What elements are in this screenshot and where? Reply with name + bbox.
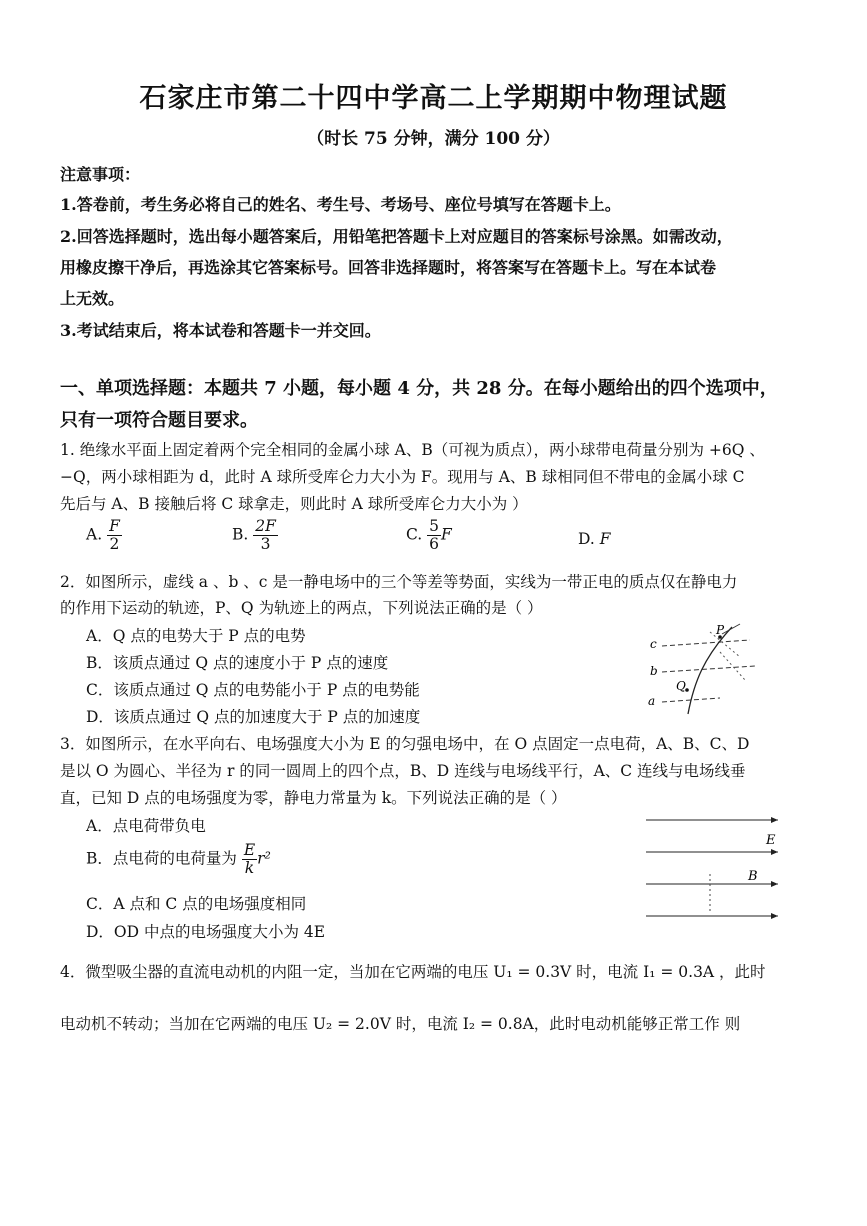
q2-option-b: B．该质点通过 Q 点的速度小于 P 点的速度: [86, 654, 389, 672]
notice-item: 1.答卷前，考生务必将自己的姓名、考生号、考场号、座位号填写在答题卡上。: [60, 195, 621, 214]
label-b: b: [650, 664, 658, 678]
question-3-line: 是以 O 为圆心、半径为 r 的同一圆周上的四个点，B、D 连线与电场线平行，A、C 连线与电场线垂: [60, 762, 746, 780]
q3-figure: [640, 808, 790, 926]
q3-option-c: C．A 点和 C 点的电场强度相同: [86, 895, 307, 913]
question-2-line: 的作用下运动的轨迹，P、Q 为轨迹上的两点，下列说法正确的是（ ）: [60, 599, 543, 617]
section-heading-cont: 只有一项符合题目要求。: [60, 410, 258, 431]
q2-option-a: A．Q 点的电势大于 P 点的电势: [86, 627, 306, 645]
notice-item: 上无效。: [60, 289, 125, 308]
q1-option-c: C. $\frac{5}{6}$ F: [406, 517, 452, 554]
label-e: E: [766, 833, 776, 848]
q1-option-b: B. $\frac{2F}{3}$: [232, 517, 276, 554]
q1-option-d: D. F: [578, 530, 611, 548]
question-1-line: 先后与 A、B 接触后将 C 球拿走，则此时 A 球所受库仑力大小为 ）: [60, 495, 528, 513]
question-1-line: −Q，两小球相距为 d，此时 A 球所受库仑力大小为 F。现用与 A、B 球相同但不带电的金属小球 C: [60, 468, 745, 486]
label-c: c: [650, 637, 657, 651]
notice-item: 3.考试结束后，将本试卷和答题卡一并交回。: [60, 321, 381, 340]
notice-heading: 注意事项：: [60, 165, 141, 184]
label-b: B: [748, 869, 758, 884]
page-subtitle: （时长 75 分钟，满分 100 分）: [307, 129, 560, 149]
q2-option-c: C．该质点通过 Q 点的电势能小于 P 点的电势能: [86, 681, 420, 699]
q3-option-b: B．点电荷的电荷量为 $\frac{E}{k}$ r²: [86, 841, 271, 878]
question-4-line: 电动机不转动；当加在它两端的电压 U₂ = 2.0V 时，电流 I₂ = 0.8A，此时电动机能够正常工作 则: [60, 1015, 741, 1033]
section-heading: 一、单项选择题：本题共 7 小题，每小题 4 分，共 28 分。在每小题给出的四个选项中，: [60, 378, 778, 399]
question-3-line: 直，已知 D 点的电场强度为零，静电力常量为 k。下列说法正确的是（ ）: [60, 789, 567, 807]
notice-item: 用橡皮擦干净后，再选涂其它答案标号。回答非选择题时，将答案写在答题卡上。写在本试卷: [60, 258, 717, 277]
notice-item: 2.回答选择题时，选出每小题答案后，用铅笔把答题卡上对应题目的答案标号涂黑。如需改动，: [60, 227, 733, 246]
label-a: a: [648, 694, 656, 708]
label-q: Q: [676, 679, 686, 693]
q3-option-a: A．点电荷带负电: [86, 817, 206, 835]
q1-option-a: A. $\frac{F}{2}$: [86, 517, 120, 554]
label-p: P: [716, 623, 725, 637]
question-3-line: 3．如图所示，在水平向右、电场强度大小为 E 的匀强电场中，在 O 点固定一点电荷，A、B、C、D: [60, 735, 750, 753]
question-2-line: 2．如图所示，虚线 a 、b 、c 是一静电场中的三个等差等势面，实线为一带正电的质点仅在静电力: [60, 573, 738, 591]
q2-option-d: D．该质点通过 Q 点的加速度大于 P 点的加速度: [86, 708, 421, 726]
question-4-line: 4．微型吸尘器的直流电动机的内阻一定，当加在它两端的电压 U₁ = 0.3V 时，电流 I₁ = 0.3A ，此时: [60, 963, 766, 981]
page-title: 石家庄市第二十四中学高二上学期期中物理试题: [139, 83, 728, 114]
q3-option-d: D．OD 中点的电场强度大小为 4E: [86, 923, 326, 941]
question-1-line: 1. 绝缘水平面上固定着两个完全相同的金属小球 A、B（可视为质点），两小球带电荷量分别为 +6Q 、: [60, 441, 765, 459]
q2-figure: [640, 612, 790, 722]
